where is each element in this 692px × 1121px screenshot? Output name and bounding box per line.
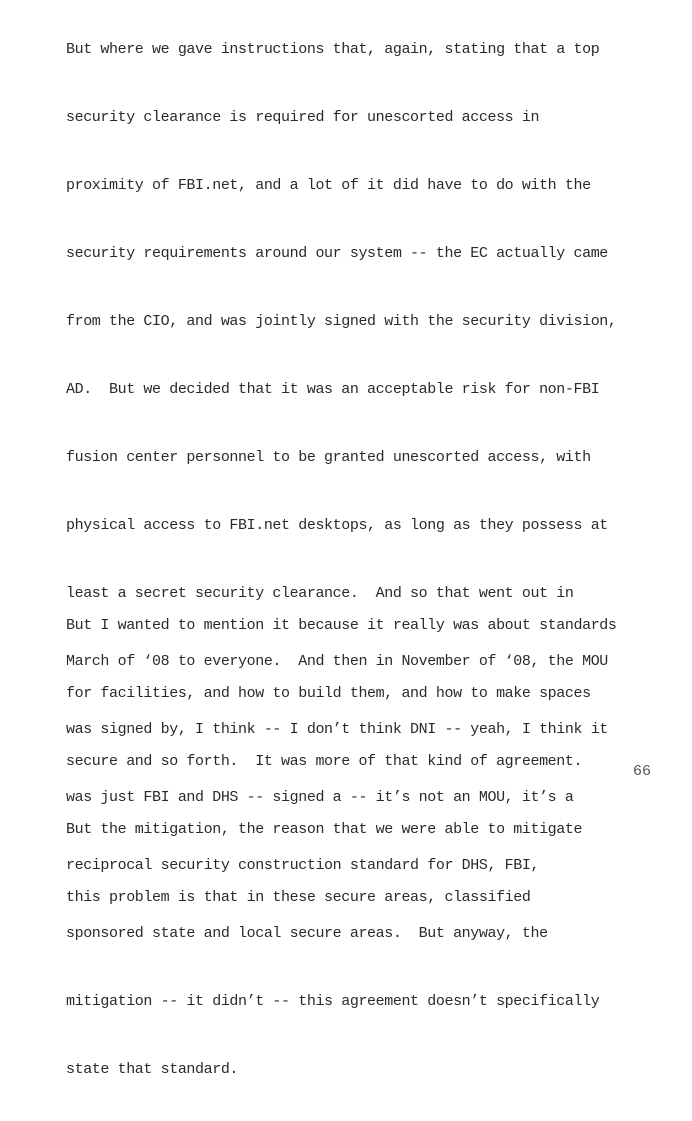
text-line: fusion center personnel to be granted unescorted access, with	[66, 449, 591, 466]
text-line: proximity of FBI.net, and a lot of it did have to do with the	[66, 177, 591, 194]
paragraph-2	[66, 575, 676, 949]
text-line: physical access to FBI.net desktops, as long as they possess at	[66, 517, 608, 534]
text-line: for facilities, and how to build them, and how to make spaces	[66, 685, 591, 702]
text-line: secure and so forth. It was more of that kind of agreement.	[66, 753, 583, 770]
text-line: AD. But we decided that it was an acceptable risk for non-FBI	[66, 381, 600, 398]
text-line: sponsored state and local secure areas. But anyway, the	[66, 925, 548, 942]
text-line: state that standard.	[66, 1061, 239, 1078]
paragraph-1	[66, 0, 676, 1121]
text-line: But the mitigation, the reason that we were able to mitigate	[66, 821, 583, 838]
text-line: security requirements around our system -- the EC actually came	[66, 245, 608, 262]
text-line: was just FBI and DHS -- signed a -- it’s not an MOU, it’s a	[66, 789, 574, 806]
text-line: But I wanted to mention it because it really was about standards	[66, 617, 617, 634]
text-line: security clearance is required for unescorted access in	[66, 109, 540, 126]
text-line: least a secret security clearance. And so that went out in	[66, 585, 574, 602]
text-line: reciprocal security construction standard for DHS, FBI,	[66, 857, 540, 874]
text-line: was signed by, I think -- I don’t think DNI -- yeah, I think it	[66, 721, 608, 738]
text-line: this problem is that in these secure areas, classified	[66, 889, 531, 906]
text-line: mitigation -- it didn’t -- this agreement doesn’t specifically	[66, 993, 600, 1010]
text-line: March of ‘08 to everyone. And then in November of ‘08, the MOU	[66, 653, 608, 670]
page-number: 66	[632, 763, 651, 780]
text-line: But where we gave instructions that, again, stating that a top	[66, 41, 600, 58]
text-line: from the CIO, and was jointly signed with the security division,	[66, 313, 617, 330]
